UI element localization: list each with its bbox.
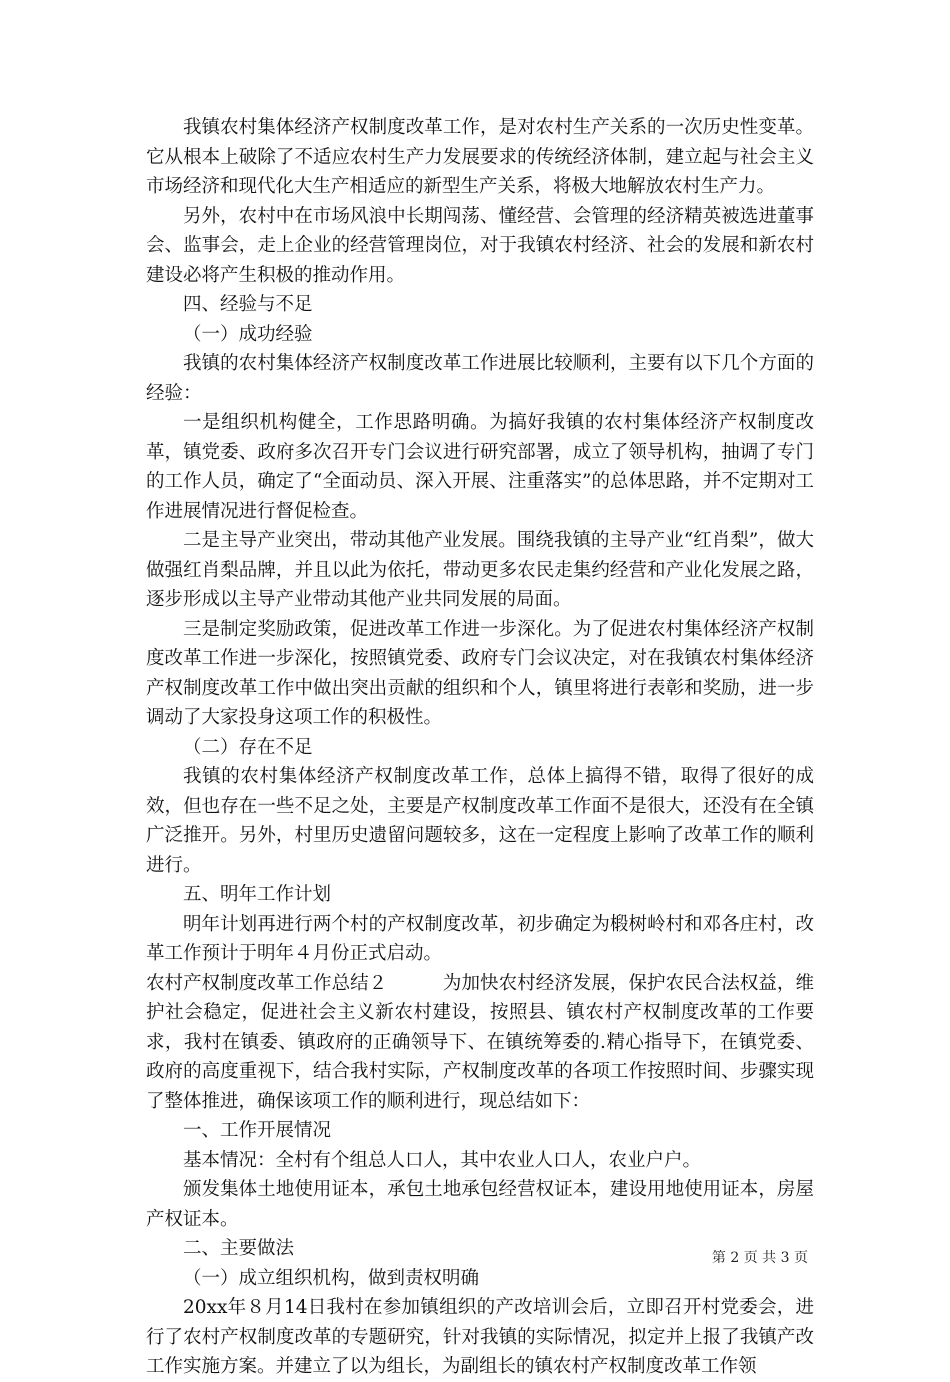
paragraph-experience-intro: 我镇的农村集体经济产权制度改革工作进展比较顺利，主要有以下几个方面的经验： [146,353,814,404]
paragraph-elite-management: 另外，农村中在市场风浪中长期闯荡、懂经营、会管理的经济精英被选进董事会、监事会，走上企业的经营管理岗位，对于我镇农村经济、社会的发展和新农村建设必将产生积极的推动作用。 [146,205,814,286]
paragraph-experience-two: 二是主导产业突出，带动其他产业发展。围绕我镇的主导产业“红肖梨”，做大做强红肖梨品牌，并且以此为依托，带动更多农民走集约经营和产业化发展之路，逐步形成以主导产业带动其他产业共同发展的局面。 [146,530,814,610]
paragraph-reform-significance: 我镇农村集体经济产权制度改革工作，是对农村生产关系的一次历史性变革。它从根本上破除了不适应农村生产力发展要求的传统经济体制，建立起与社会主义市场经济和现代化大生产相适应的新型生产关系，将极大地解放农村生产力。 [146,117,814,197]
subheading-organization: （一）成立组织机构，做到责权明确 [183,1267,480,1289]
heading-work-progress: 一、工作开展情况 [183,1120,332,1141]
page-number: 第 2 页 共 3 页 [711,1250,808,1266]
document-body [146,113,814,1382]
paragraph-summary-two-intro: 农村产权制度改革工作总结２ 为加快农村经济发展，保护农民合法权益，维护社会稳定，促进社会主义新农村建设，按照县、镇农村产权制度改革的工作要求，我村在镇委、镇政府的正确领导下、在镇统筹委的.精心指导下，在镇党委、政府的高度重视下，结合我村实际，产权制度改革的各项工作按照时间、步骤实现了整体推进，确保该项工作的顺利进行，现总结如下： [146,972,814,1112]
subheading-successful-experience: （一）成功经验 [183,323,313,345]
paragraph-shortcomings: 我镇的农村集体经济产权制度改革工作，总体上搞得不错，取得了很好的成效，但也存在一些不足之处，主要是产权制度改革工作面不是很大，还没有在全镇广泛推开。另外，村里历史遗留问题较多，这在一定程度上影响了改革工作的顺利进行。 [146,766,814,876]
paragraph-basic-situation: 基本情况：全村有个组总人口人，其中农业人口人，农业户户。 [183,1149,702,1171]
paragraph-certificates: 颁发集体土地使用证本，承包土地承包经营权证本，建设用地使用证本，房屋产权证本。 [146,1179,814,1230]
heading-main-practices: 二、主要做法 [183,1238,295,1259]
paragraph-next-year-plan: 明年计划再进行两个村的产权制度改革，初步确定为椴树岭村和邓各庄村，改革工作预计于明年４月份正式启动。 [146,913,814,964]
subheading-shortcomings: （二）存在不足 [183,736,313,758]
paragraph-experience-one: 一是组织机构健全，工作思路明确。为搞好我镇的农村集体经济产权制度改革，镇党委、政府多次召开专门会议进行研究部署，成立了领导机构，抽调了专门的工作人员，确定了“全面动员、深入开展、注重落实”的总体思路，并不定期对工作进展情况进行督促检查。 [146,412,814,522]
paragraph-organization: 20xx年８月14日我村在参加镇组织的产改培训会后，立即召开村党委会，进行了农村产权制度改革的专题研究，针对我镇的实际情况，拟定并上报了我镇产改工作实施方案。并建立了以为组长，为副组长的镇农村产权制度改革工作领 [146,1297,814,1377]
paragraph-experience-three: 三是制定奖励政策，促进改革工作进一步深化。为了促进农村集体经济产权制度改革工作进一步深化，按照镇党委、政府专门会议决定，对在我镇农村集体经济产权制度改革工作中做出突出贡献的组织和个人，镇里将进行表彰和奖励，进一步调动了大家投身这项工作的积极性。 [146,618,814,728]
heading-experience-and-shortcomings: 四、经验与不足 [183,294,313,315]
heading-next-year-plan: 五、明年工作计划 [183,884,332,905]
